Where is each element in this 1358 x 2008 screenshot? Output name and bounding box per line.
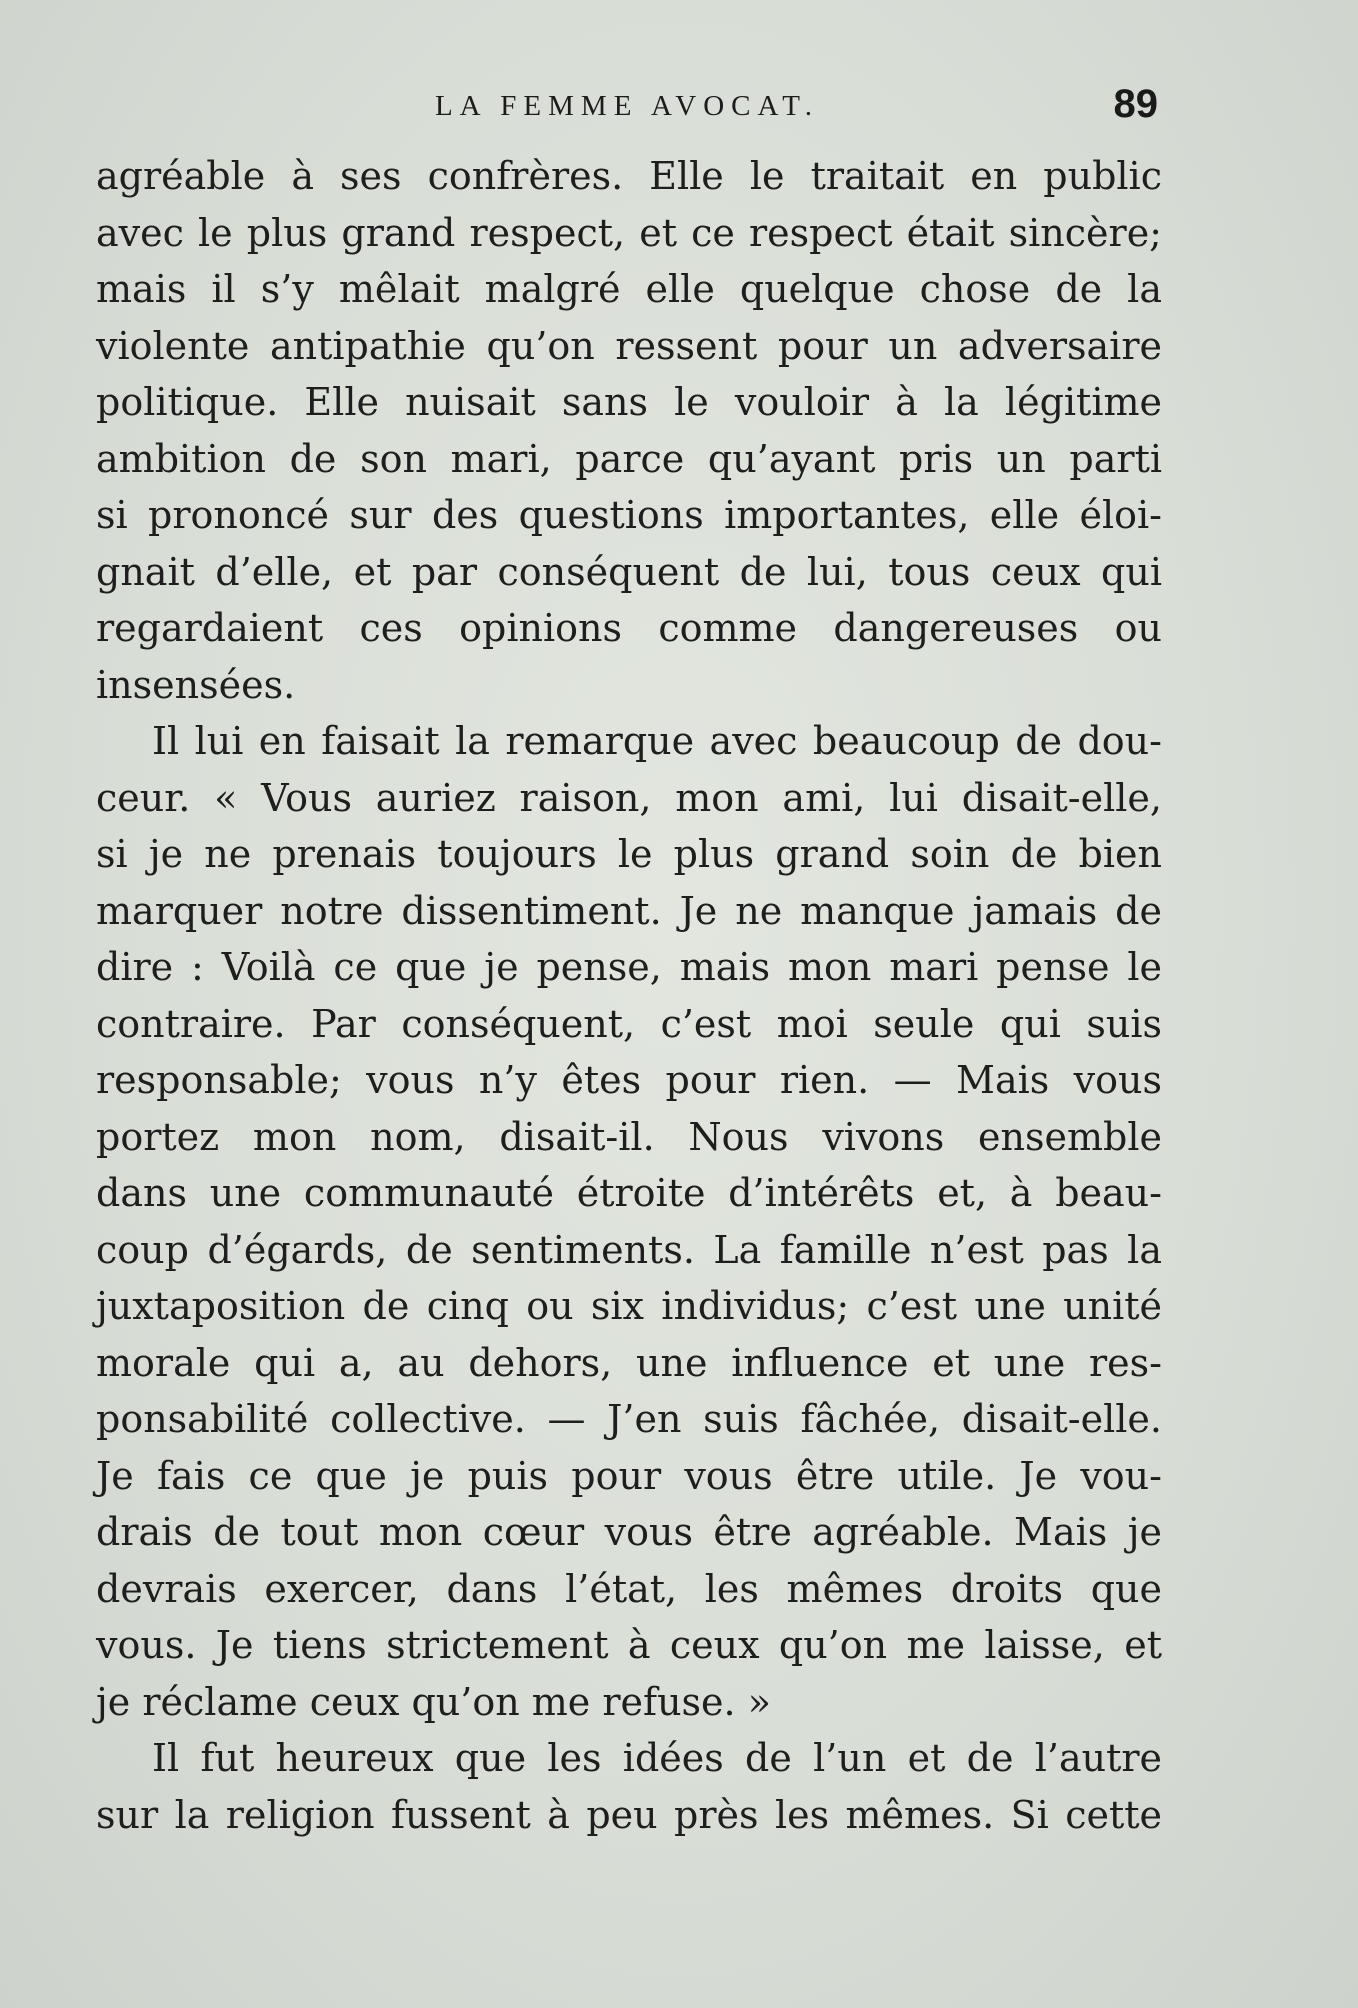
text-line: drais de tout mon cœur vous être agréable. Mais je <box>96 1510 1162 1554</box>
text-line: juxtaposition de cinq ou six individus; c’est une unité <box>96 1284 1162 1328</box>
text-line: mais il s’y mêlait malgré elle quelque chose de la <box>96 267 1162 311</box>
text-line: gnait d’elle, et par conséquent de lui, tous ceux qui <box>96 549 1162 594</box>
text-line: politique. Elle nuisait sans le vouloir à la légitime <box>96 380 1162 424</box>
text-line: ponsabilité collective. — J’en suis fâchée, disait-elle. <box>96 1397 1162 1441</box>
text-line: insensées. <box>96 662 296 707</box>
text-line: ceur. « Vous auriez raison, mon ami, lui disait-elle, <box>96 775 1162 820</box>
text-line: violente antipathie qu’on ressent pour un adversaire <box>96 323 1162 368</box>
text-line: si prononcé sur des questions importantes, elle éloi- <box>96 493 1162 537</box>
text-line: portez mon nom, disait-il. Nous vivons ensemble <box>96 1114 1162 1159</box>
text-line: marquer notre dissentiment. Je ne manque jamais de <box>96 888 1162 933</box>
text-line: Je fais ce que je puis pour vous être utile. Je vou- <box>96 1453 1162 1498</box>
page-number: 89 <box>1113 82 1158 126</box>
text-line: agréable à ses confrères. Elle le traitait en public <box>96 154 1162 198</box>
page-header <box>96 82 1158 132</box>
text-line: dire : Voilà ce que je pense, mais mon mari pense le <box>96 945 1162 989</box>
text-line: ambition de son mari, parce qu’ayant pris un parti <box>96 436 1162 481</box>
text-line: si je ne prenais toujours le plus grand soin de bien <box>96 832 1162 876</box>
text-line: vous. Je tiens strictement à ceux qu’on me laisse, et <box>96 1623 1162 1667</box>
text-line: sur la religion fussent à peu près les mêmes. Si cette <box>96 1792 1162 1837</box>
body-text <box>96 148 1162 1843</box>
text-line: Il lui en faisait la remarque avec beaucoup de dou- <box>152 719 1162 763</box>
text-line: responsable; vous n’y êtes pour rien. — Mais vous <box>96 1058 1162 1102</box>
text-line: contraire. Par conséquent, c’est moi seule qui suis <box>96 1001 1162 1046</box>
text-line: coup d’égards, de sentiments. La famille n’est pas la <box>96 1227 1162 1272</box>
text-line: regardaient ces opinions comme dangereuses ou <box>96 606 1162 650</box>
text-line: je réclame ceux qu’on me refuse. » <box>96 1679 771 1724</box>
text-line: dans une communauté étroite d’intérêts et, à beau- <box>96 1171 1162 1215</box>
running-title: LA FEMME AVOCAT. <box>434 90 820 122</box>
text-line: avec le plus grand respect, et ce respect était sincère; <box>96 210 1162 255</box>
text-line: morale qui a, au dehors, une influence et une res- <box>96 1340 1162 1385</box>
text-line: devrais exercer, dans l’état, les mêmes droits que <box>96 1566 1162 1611</box>
text-line: Il fut heureux que les idées de l’un et de l’autre <box>152 1736 1162 1780</box>
